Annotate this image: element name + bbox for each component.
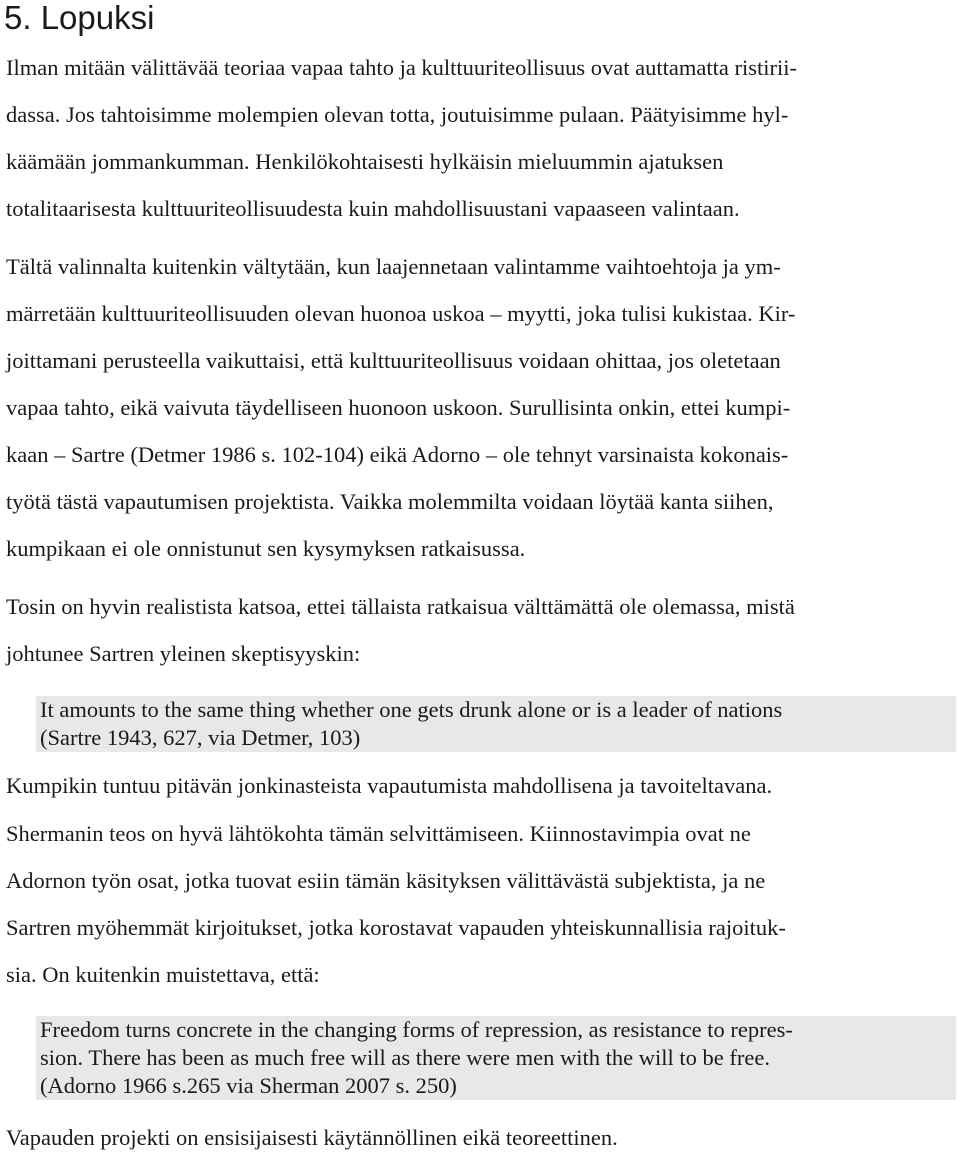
quote-line: sion. There has been as much free will as there were men with the will to be free. xyxy=(40,1045,770,1070)
paragraph-line: dassa. Jos tahtoisimme molempien olevan totta, joutuisimme pulaan. Päätyisimme hyl- xyxy=(6,102,789,127)
paragraph-4 xyxy=(6,810,956,998)
paragraph-after-quote-1: Kumpikin tuntuu pitävän jonkinasteista vapautumista mahdollisena ja tavoiteltavana. xyxy=(6,773,773,798)
paragraph-line: sia. On kuitenkin muistettava, että: xyxy=(6,962,320,987)
quote-line: Freedom turns concrete in the changing forms of repression, as resistance to repres- xyxy=(40,1017,793,1042)
block-quote-2 xyxy=(36,1016,956,1100)
paragraph-line: kumpikaan ei ole onnistunut sen kysymyksen ratkaisussa. xyxy=(6,536,526,561)
paragraph-line: joittamani perusteella vaikuttaisi, että kulttuuriteollisuus voidaan ohittaa, jos oletetaan xyxy=(6,348,781,373)
paragraph-line: vapaa tahto, eikä vaivuta täydelliseen huonoon uskoon. Surullisinta onkin, ettei kumpi- xyxy=(6,395,791,420)
section-heading: 5. Lopuksi xyxy=(4,0,155,36)
paragraph-line: työtä tästä vapautumisen projektista. Vaikka molemmilta voidaan löytää kanta siihen, xyxy=(6,489,774,514)
paragraph-3 xyxy=(6,583,956,677)
quote-line: (Adorno 1966 s.265 via Sherman 2007 s. 250) xyxy=(40,1073,457,1098)
paragraph-line: märretään kulttuuriteollisuuden olevan huonoa uskoa – myytti, joka tulisi kukistaa. Kir- xyxy=(6,301,796,326)
quote-line: (Sartre 1943, 627, via Detmer, 103) xyxy=(40,725,361,750)
paragraph-line: käämään jommankumman. Henkilökohtaisesti hylkäisin mieluummin ajatuksen xyxy=(6,149,724,174)
paragraph-1 xyxy=(6,44,956,232)
paragraph-line: kaan – Sartre (Detmer 1986 s. 102-104) eikä Adorno – ole tehnyt varsinaista kokonais- xyxy=(6,442,789,467)
paragraph-line: Ilman mitään välittävää teoriaa vapaa tahto ja kulttuuriteollisuus ovat auttamatta ristirii- xyxy=(6,55,797,80)
quote-line: It amounts to the same thing whether one gets drunk alone or is a leader of nations xyxy=(40,697,783,722)
closing-sentence: Vapauden projekti on ensisijaisesti käytännöllinen eikä teoreettinen. xyxy=(6,1125,618,1150)
paragraph-line: totalitaarisesta kulttuuriteollisuudesta kuin mahdollisuustani vapaaseen valintaan. xyxy=(6,196,740,221)
paragraph-2 xyxy=(6,243,956,572)
paragraph-line: Shermanin teos on hyvä lähtökohta tämän selvittämiseen. Kiinnostavimpia ovat ne xyxy=(6,821,751,846)
paragraph-line: Adornon työn osat, jotka tuovat esiin tämän käsityksen välittävästä subjektista, ja ne xyxy=(6,868,766,893)
paragraph-line: Tältä valinnalta kuitenkin vältytään, kun laajennetaan valintamme vaihtoehtoja ja ym- xyxy=(6,254,781,279)
paragraph-line: johtunee Sartren yleinen skeptisyyskin: xyxy=(6,641,361,666)
paragraph-line: Sartren myöhemmät kirjoitukset, jotka korostavat vapauden yhteiskunnallisia rajoituk- xyxy=(6,915,786,940)
block-quote-1 xyxy=(36,696,956,752)
paragraph-line: Tosin on hyvin realistista katsoa, ettei tällaista ratkaisua välttämättä ole olemassa, mistä xyxy=(6,594,795,619)
